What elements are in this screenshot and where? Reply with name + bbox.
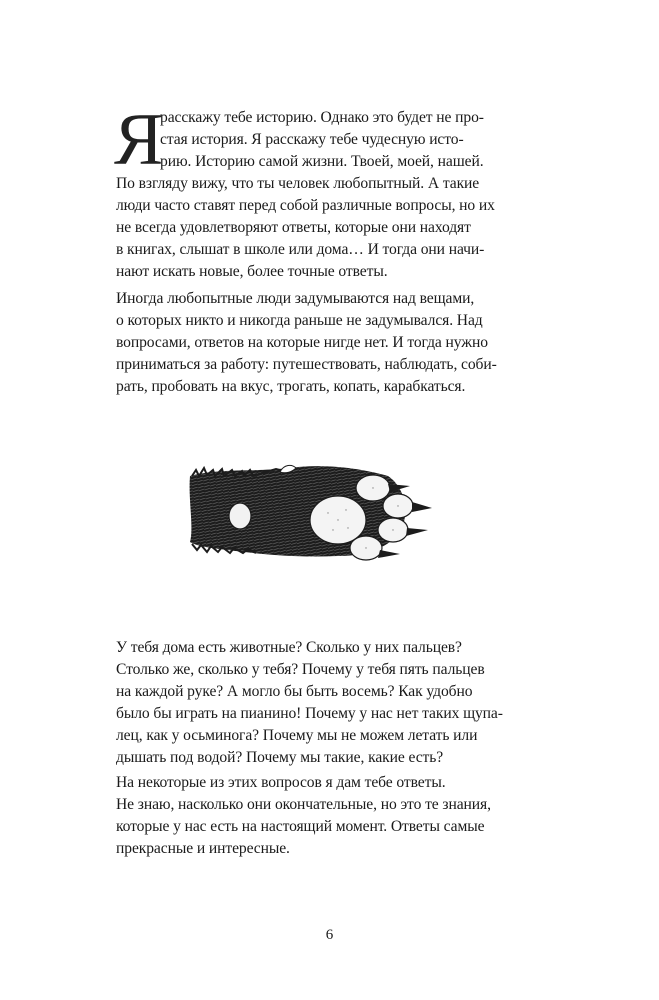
text-line: стая история. Я расскажу тебе чудесную исто-	[160, 131, 464, 148]
text-line: вопросами, ответов на которые нигде нет. И тогда нужно	[116, 334, 488, 351]
animal-paw-icon	[188, 458, 438, 568]
drop-cap: Я	[114, 99, 164, 181]
text-line: нают искать новые, более точные ответы.	[116, 263, 388, 280]
text-line: рию. Историю самой жизни. Твоей, моей, нашей.	[160, 153, 484, 170]
text-line: рать, пробовать на вкус, трогать, копать, карабкаться.	[116, 378, 466, 395]
page-number: 6	[325, 927, 334, 943]
text-line: лец, как у осьминога? Почему мы не можем летать или	[116, 727, 478, 744]
text-line: дышать под водой? Почему мы такие, какие есть?	[116, 749, 444, 766]
text-line: не всегда удовлетворяют ответы, которые они находят	[116, 219, 471, 236]
text-line: На некоторые из этих вопросов я дам тебе ответы.	[116, 774, 446, 791]
text-line: в книгах, слышат в школе или дома… И тогда они начи-	[116, 241, 485, 258]
text-line: расскажу тебе историю. Однако это будет не про-	[160, 109, 484, 126]
text-line: на каждой руке? А могло бы быть восемь? Как удобно	[116, 683, 473, 700]
text-line: Столько же, сколько у тебя? Почему у тебя пять пальцев	[116, 661, 485, 678]
text-line: Не знаю, насколько они окончательные, но это те знания,	[116, 796, 491, 813]
text-line: было бы играть на пианино! Почему у нас нет таких щупа-	[116, 705, 503, 722]
text-line: которые у нас есть на настоящий момент. Ответы самые	[116, 818, 485, 835]
text-line: У тебя дома есть животные? Сколько у них пальцев?	[116, 639, 462, 656]
text-line: приниматься за работу: путешествовать, наблюдать, соби-	[116, 356, 497, 373]
text-line: Иногда любопытные люди задумываются над вещами,	[116, 290, 475, 307]
text-line: прекрасные и интересные.	[116, 840, 290, 857]
text-line: По взгляду вижу, что ты человек любопытный. А такие	[116, 175, 480, 192]
text-line: о которых никто и никогда раньше не задумывался. Над	[116, 312, 483, 329]
text-line: люди часто ставят перед собой различные вопросы, но их	[116, 197, 495, 214]
